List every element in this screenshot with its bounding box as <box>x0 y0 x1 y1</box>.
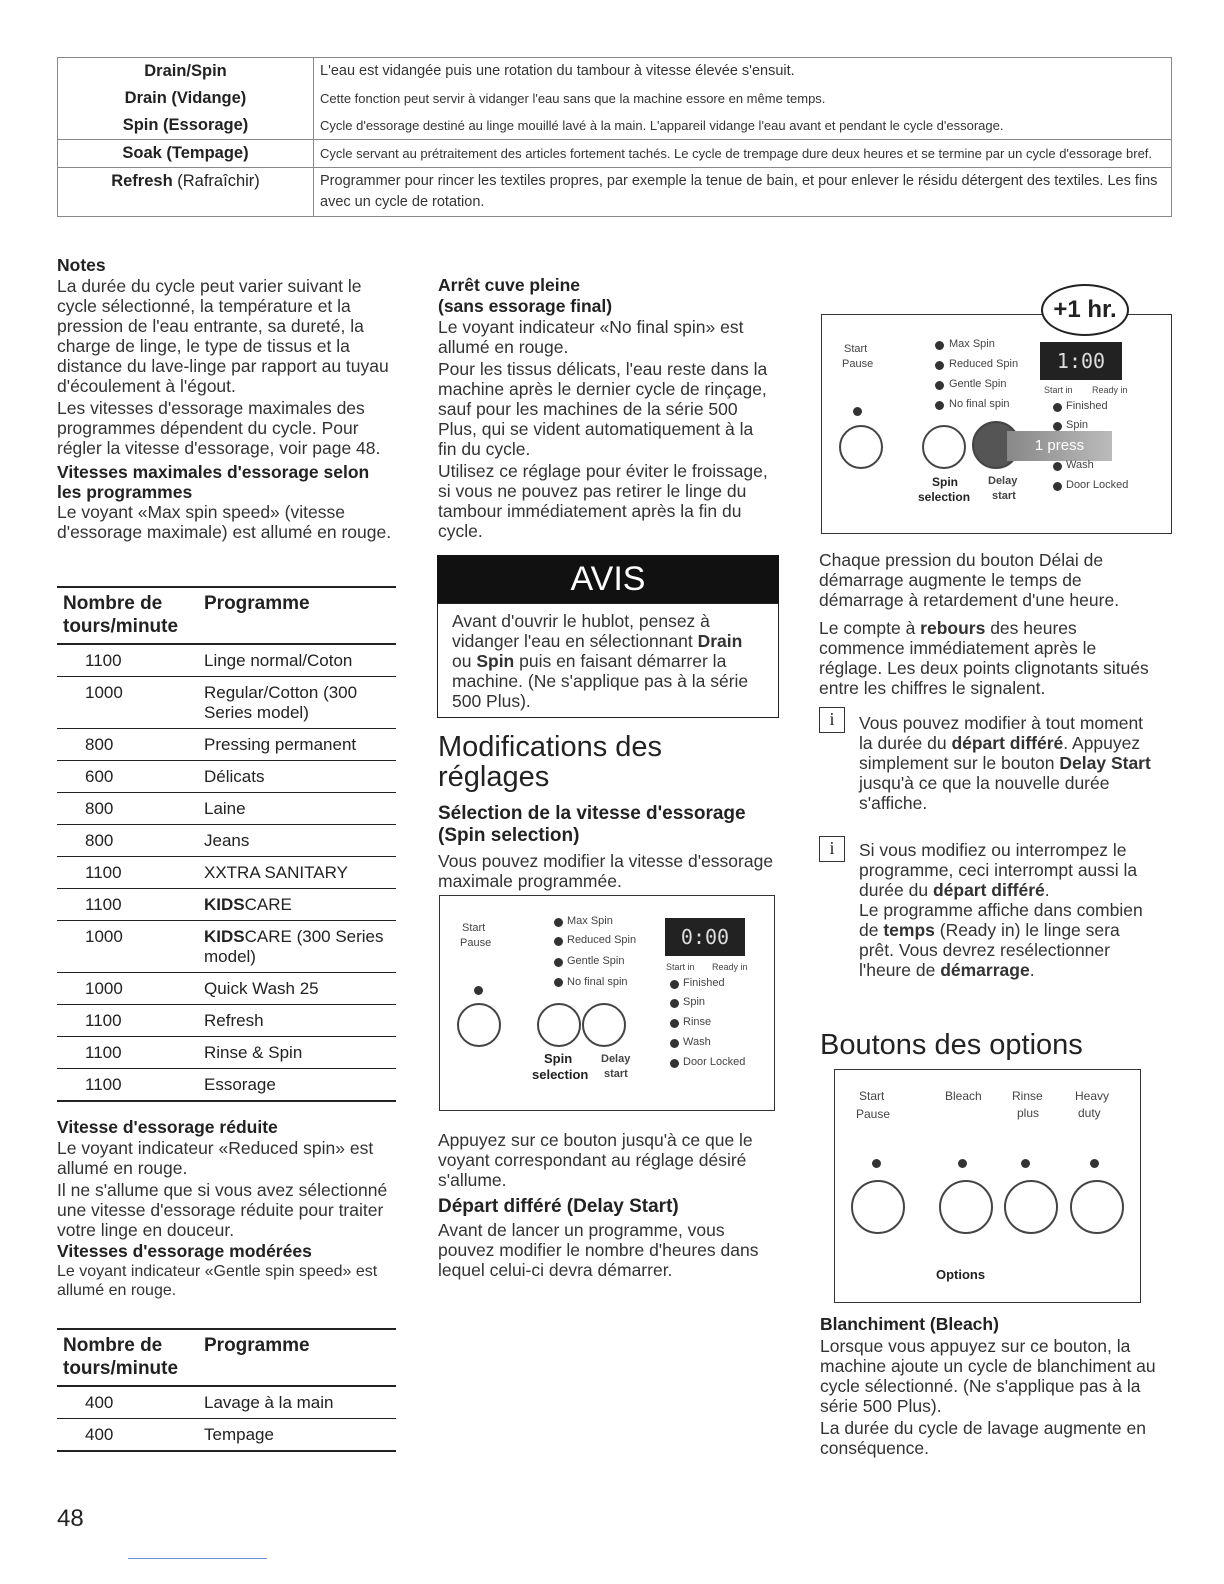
led-reduced-spin: Reduced Spin <box>567 934 637 946</box>
start-in-label: Start in <box>666 962 695 972</box>
options-title: Boutons des options <box>820 1029 1083 1061</box>
program-name: Jeans <box>204 831 250 850</box>
table-row <box>57 793 396 825</box>
table-row <box>57 1037 396 1069</box>
lcd-display: 1:00 <box>1040 342 1122 380</box>
moderate-title: Vitesses d'essorage modérées <box>57 1241 312 1261</box>
program-cell <box>184 683 396 723</box>
table-row <box>57 1069 396 1102</box>
start-led <box>872 1159 881 1168</box>
program-cell <box>184 1043 396 1063</box>
led <box>554 978 563 987</box>
table-row <box>57 645 396 677</box>
notes-title: Notes <box>57 255 106 275</box>
table-row <box>57 857 396 889</box>
program-name: Délicats <box>204 767 265 786</box>
selection-label: selection <box>918 490 971 504</box>
info-icon: i <box>819 707 845 733</box>
spin-label: Spin <box>932 475 958 489</box>
delay-label: Delay <box>988 475 1018 487</box>
program-cell <box>184 735 396 755</box>
panel-pause: Pause <box>842 358 874 370</box>
program-name: Laine <box>204 799 246 818</box>
table-row <box>57 677 396 729</box>
cycle-desc: L'eau est vidangée puis une rotation du tambour à vitesse élevée s'ensuit. <box>314 58 1172 86</box>
table-row <box>57 761 396 793</box>
right-p2: Le compte à rebours des heures commence immédiatement après le réglage. Les deux points clignotants situés entre les chiffres le signalent. <box>819 618 1149 698</box>
notes-p1: La durée du cycle peut varier suivant le cycle sélectionné, la température et la pression de l'eau entrante, sa dureté, la charge de linge, le type de tissus et la distance du lave-linge par rapport au tuyau d'écoulement à l'égout. <box>57 276 389 396</box>
program-name: Regular/Cotton (300 Series model) <box>204 683 358 722</box>
rpm-cell: 1100 <box>85 1075 122 1094</box>
led-finished: Finished <box>1066 400 1108 412</box>
one-press-indicator: 1 press <box>1007 431 1112 461</box>
info-text-1: Vous pouvez modifier à tout moment la durée du départ différé. Appuyez simplement sur le bouton Delay Start jusqu'à ce que la nouvelle durée s'affiche. <box>859 713 1151 813</box>
avis-text: Avant d'ouvrir le hublot, pensez à vidanger l'eau en sélectionnant Drain ou Spin puis en faisant démarrer la machine. (Ne s'applique pas à la série 500 Plus). <box>452 611 749 711</box>
modif-section <box>438 732 778 891</box>
program-name: Tempage <box>204 1425 274 1444</box>
max-speed-title: Vitesses maximales d'essorage selon les programmes <box>57 462 370 502</box>
program-name: Essorage <box>204 1075 276 1094</box>
led-wash: Wash <box>1066 459 1094 471</box>
led-gentle-spin: Gentle Spin <box>949 378 1007 390</box>
plus-one-hour-badge: +1 hr. <box>1041 284 1129 336</box>
table-row <box>57 1005 396 1037</box>
options-rinse: Rinse <box>1012 1089 1043 1103</box>
rpm-cell: 1000 <box>85 927 123 946</box>
options-duty: duty <box>1078 1106 1101 1120</box>
right-p1: Chaque pression du bouton Délai de démarrage augmente le temps de démarrage à retardement d'une heure. <box>819 550 1120 610</box>
cycle-label: Drain/Spin <box>58 58 314 86</box>
cycle-desc: Cette fonction peut servir à vidanger l'eau sans que la machine essore en même temps. <box>314 85 1172 112</box>
led-wash: Wash <box>683 1036 711 1048</box>
program-name: Refresh <box>204 1011 264 1030</box>
rpm-cell: 1000 <box>85 979 123 998</box>
heavy-duty-led <box>1090 1159 1099 1168</box>
spin-selection-button[interactable] <box>922 425 966 469</box>
cycle-desc: Programmer pour rincer les textiles propres, par exemple la tenue de bain, et pour enlever le résidu détergent des textiles. Les fins avec un cycle de rotation. <box>314 168 1172 217</box>
led-rinse: Rinse <box>683 1016 712 1028</box>
program-cell <box>184 979 396 999</box>
table-header <box>57 586 396 645</box>
led-gentle-spin: Gentle Spin <box>567 955 625 967</box>
led <box>935 341 944 350</box>
table-row <box>57 1387 396 1419</box>
moderate-text: Le voyant indicateur «Gentle spin speed» est allumé en rouge. <box>57 1263 378 1299</box>
rpm-cell: 800 <box>85 799 114 818</box>
start-pause-button[interactable] <box>851 1180 905 1234</box>
delay-start-button[interactable] <box>582 1003 626 1047</box>
delay-label: Delay <box>601 1053 631 1065</box>
program-name: CARE (300 Series model) <box>204 927 384 966</box>
rpm-cell: 400 <box>85 1425 114 1444</box>
nofinal-section <box>438 275 768 541</box>
reduced-p2: Il ne s'allume que si vous avez sélectionné une vitesse d'essorage réduite pour traiter votre linge en douceur. <box>57 1180 388 1240</box>
cycle-label: Drain (Vidange) <box>58 85 314 112</box>
cycle-label-extra: (Rafraîchir) <box>177 172 260 190</box>
heavy-duty-button[interactable] <box>1070 1180 1124 1234</box>
rpm-cell: 1000 <box>85 683 123 702</box>
led <box>935 381 944 390</box>
bleach-button[interactable] <box>939 1180 993 1234</box>
led <box>670 980 679 989</box>
led-spin: Spin <box>683 996 706 1008</box>
rinse-plus-button[interactable] <box>1004 1180 1058 1234</box>
delay-start-panel <box>821 314 1172 534</box>
table-row <box>57 973 396 1005</box>
info-text-3: Le programme affiche dans combien de temps (Ready in) le linge sera prêt. Vous devrez resélectionner l'heure de démarrage. <box>859 900 1143 980</box>
avis-box <box>437 603 779 718</box>
program-brand: KIDS <box>204 927 245 946</box>
table-row <box>57 889 396 921</box>
led-no-final: No final spin <box>567 976 628 988</box>
program-name: CARE <box>244 895 292 914</box>
cycle-label-main: Refresh <box>111 172 173 190</box>
led <box>670 999 679 1008</box>
info-text-2: Si vous modifiez ou interrompez le programme, ceci interrompt aussi la durée du départ différé. <box>859 840 1138 900</box>
led-max-spin: Max Spin <box>567 915 613 927</box>
rinse-plus-led <box>1021 1159 1030 1168</box>
spin-label: Spin <box>544 1051 573 1066</box>
bleach-section <box>820 1312 1160 1458</box>
rpm-cell: 1100 <box>85 1011 122 1030</box>
rpm-cell: 1100 <box>85 895 122 914</box>
delay-text: Avant de lancer un programme, vous pouvez modifier le nombre d'heures dans lequel celui-ci devra démarrer. <box>438 1220 759 1280</box>
program-cell <box>184 863 396 883</box>
options-pause: Pause <box>856 1107 891 1121</box>
led <box>670 1019 679 1028</box>
start-pause-button[interactable] <box>457 1003 501 1047</box>
selection-label: selection <box>532 1067 589 1082</box>
program-cell <box>184 651 396 671</box>
bleach-led <box>958 1159 967 1168</box>
program-brand: KIDS <box>204 895 245 914</box>
led <box>1053 462 1062 471</box>
led <box>554 918 563 927</box>
panel-pause: Pause <box>460 937 492 949</box>
program-name: Linge normal/Coton <box>204 651 353 670</box>
cycle-label: Soak (Tempage) <box>58 140 314 168</box>
nofinal-p1: Le voyant indicateur «No final spin» est allumé en rouge. <box>438 317 744 357</box>
options-heavy: Heavy <box>1075 1089 1110 1103</box>
led <box>1053 482 1062 491</box>
led-door-locked: Door Locked <box>683 1056 746 1068</box>
rpm-cell: 1100 <box>85 1043 122 1062</box>
table-row <box>57 729 396 761</box>
info-icon: i <box>819 836 845 862</box>
info-note-1 <box>859 713 1159 813</box>
table-row <box>57 921 396 973</box>
program-name: Pressing permanent <box>204 735 357 754</box>
led-no-final: No final spin <box>949 398 1010 410</box>
led-door-locked: Door Locked <box>1066 479 1129 491</box>
notes-p2: Les vitesses d'essorage maximales des programmes dépendent du cycle. Pour régler la vitesse d'essorage, voir page 48. <box>57 398 381 458</box>
max-speed-table <box>57 586 396 1102</box>
reduced-section <box>57 1117 397 1300</box>
spin-selection-button[interactable] <box>537 1003 581 1047</box>
nofinal-title: Arrêt cuve pleine <box>438 275 580 295</box>
spin-selection-title: Sélection de la vitesse d'essorage (Spin selection) <box>438 803 746 846</box>
ready-in-label: Ready in <box>712 962 748 972</box>
bleach-p2: La durée du cycle de lavage augmente en conséquence. <box>820 1418 1146 1458</box>
notes-section <box>57 255 397 542</box>
divider <box>128 1558 267 1559</box>
ready-in-label: Ready in <box>1092 385 1128 395</box>
delay-title: Départ différé (Delay Start) <box>438 1196 679 1217</box>
led-reduced-spin: Reduced Spin <box>949 358 1019 370</box>
options-bleach: Bleach <box>945 1089 982 1103</box>
program-cell <box>184 895 396 915</box>
modif-title: Modifications des réglages <box>438 731 663 793</box>
program-cell <box>184 831 396 851</box>
program-name: Lavage à la main <box>204 1393 334 1412</box>
led-spin: Spin <box>1066 419 1089 431</box>
header-program: Programme <box>204 593 310 614</box>
program-name: XXTRA SANITARY <box>204 863 348 882</box>
nofinal-p3: Utilisez ce réglage pour éviter le froissage, si vous ne pouvez pas retirer le linge du tambour immédiatement après la fin du cycle. <box>438 461 768 541</box>
spin-selection-text: Vous pouvez modifier la vitesse d'essorage maximale programmée. <box>438 851 774 891</box>
reduced-title: Vitesse d'essorage réduite <box>57 1117 278 1137</box>
spin-selection-panel <box>439 895 775 1111</box>
header-program: Programme <box>204 1335 310 1356</box>
panel-start: Start <box>462 922 486 934</box>
rpm-cell: 800 <box>85 831 114 850</box>
table-row <box>57 825 396 857</box>
bleach-p1: Lorsque vous appuyez sur ce bouton, la machine ajoute un cycle de blanchiment au cycle sélectionné. (Ne s'applique pas à la série 500 Plus). <box>820 1336 1156 1416</box>
table-row <box>57 1419 396 1452</box>
header-speed: Nombre de tours/minute <box>63 593 179 637</box>
led <box>670 1059 679 1068</box>
start-led <box>853 407 862 416</box>
cycle-desc: Cycle servant au prétraitement des articles fortement tachés. Le cycle de trempage dure deux heures et se termine par un cycle d'essorage bref. <box>314 140 1172 168</box>
options-label: Options <box>936 1267 986 1282</box>
cycle-label: Spin (Essorage) <box>58 112 314 140</box>
start-label: start <box>992 490 1016 502</box>
avis-header: AVIS <box>437 555 779 603</box>
nofinal-p2: Pour les tissus délicats, l'eau reste dans la machine après le dernier cycle de rinçage, sauf pour les machines de la série 500 Plus, qui se vident automatiquement à la fin du cycle. <box>438 359 768 459</box>
led <box>1053 403 1062 412</box>
options-plus: plus <box>1017 1106 1040 1120</box>
cycle-table <box>57 57 1172 217</box>
start-led <box>474 986 483 995</box>
start-in-label: Start in <box>1044 385 1073 395</box>
gentle-speed-table <box>57 1328 396 1452</box>
options-start: Start <box>859 1089 885 1103</box>
header-speed: Nombre de tours/minute <box>63 1335 179 1379</box>
start-pause-button[interactable] <box>839 425 883 469</box>
program-cell <box>184 1011 396 1031</box>
table-header <box>57 1328 396 1387</box>
led <box>935 361 944 370</box>
led <box>1053 422 1062 431</box>
nofinal-subtitle: (sans essorage final) <box>438 296 613 316</box>
rpm-cell: 600 <box>85 767 114 786</box>
led <box>670 1039 679 1048</box>
program-cell <box>184 927 396 967</box>
program-cell <box>184 1075 396 1095</box>
rpm-cell: 800 <box>85 735 114 754</box>
led <box>554 937 563 946</box>
led <box>554 958 563 967</box>
led-finished: Finished <box>683 977 725 989</box>
cycle-desc: Cycle d'essorage destiné au linge mouillé lavé à la main. L'appareil vidange l'eau avant et pendant le cycle d'essorage. <box>314 112 1172 140</box>
rpm-cell: 1100 <box>85 863 122 882</box>
panel-start: Start <box>844 343 868 355</box>
delay-explain <box>819 550 1159 698</box>
program-cell <box>184 767 396 787</box>
program-cell <box>184 1425 396 1445</box>
reduced-p1: Le voyant indicateur «Reduced spin» est allumé en rouge. <box>57 1138 374 1178</box>
bleach-title: Blanchiment (Bleach) <box>820 1314 999 1334</box>
delay-section <box>438 1130 778 1280</box>
start-label: start <box>604 1068 628 1080</box>
max-speed-text: Le voyant «Max spin speed» (vitesse d'essorage maximale) est allumé en rouge. <box>57 502 392 542</box>
options-panel <box>834 1069 1141 1303</box>
rpm-cell: 400 <box>85 1393 114 1412</box>
page-number: 48 <box>57 1505 84 1532</box>
led <box>935 401 944 410</box>
info-note-2 <box>859 840 1159 980</box>
program-name: Quick Wash 25 <box>204 979 319 998</box>
program-name: Rinse & Spin <box>204 1043 303 1062</box>
led-max-spin: Max Spin <box>949 338 995 350</box>
rpm-cell: 1100 <box>85 651 122 670</box>
program-cell <box>184 1393 396 1413</box>
cycle-label <box>58 168 314 217</box>
after-panel-text: Appuyez sur ce bouton jusqu'à ce que le voyant correspondant au réglage désiré s'allume. <box>438 1130 753 1190</box>
lcd-display: 0:00 <box>665 918 745 956</box>
program-cell <box>184 799 396 819</box>
